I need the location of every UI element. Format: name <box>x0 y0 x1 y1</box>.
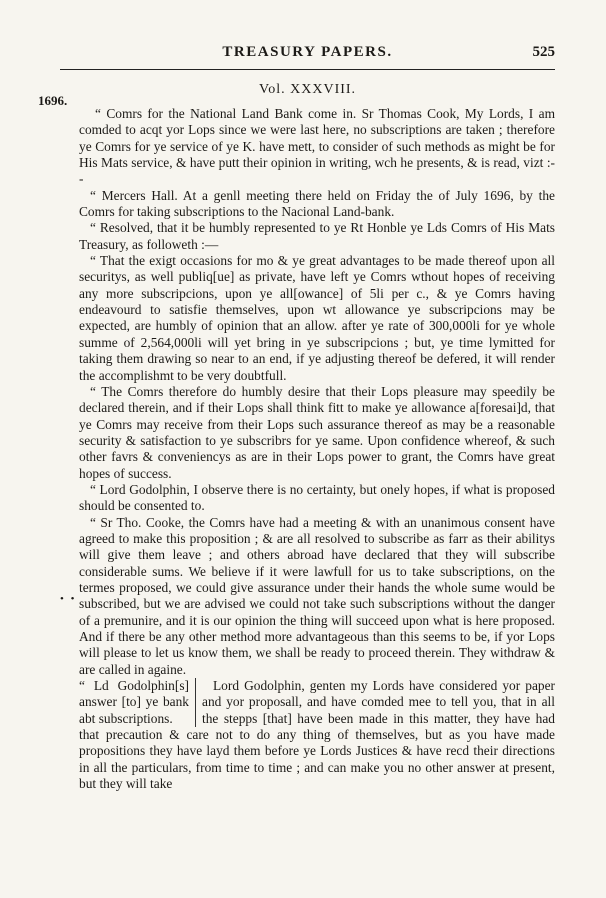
body-text <box>79 106 555 792</box>
paragraph: “ Sr Tho. Cooke, the Comrs have had a meeting & with an unanimous consent have agreed to make this proposition ; & are all resolved to subscribe as farr as their abilitys will give them leave ; and others abroad have declared that they will subscribe considerable sums. We believe if it were lawfull for us to take subscriptions, on the termes proposed, we could give assurance under their hands the whole sume would be subscribed, but we are advised we could not take such subscriptions without the danger of a premunire, and it is our opinion the thing will succeed upon what is here proposed. And if there be any other method more advantageous than this seems to be, if yor Lops will please to let us know them, we shall be ready to proceed therein. They withdraw & are called in againe. <box>79 514 555 677</box>
year-marker: 1696. <box>38 93 68 108</box>
final-paragraph <box>79 678 555 792</box>
paragraph: “ That the exigt occasions for mo & ye great advantages to be made thereof upon all securitys, as well publiq[ue] as private, have left ye Comrs wthout hopes of receiving any more subscripcions, upon ye all[owance] of 5li per c., & ye Comrs having endeavourd to satisfie themselves, upon wt allowance ye subscripcions may be expected, are humbly of opinion that an allow. after ye rate of 300,000li for ye whole summe of 2,564,000li will yet bring in ye subscripcions ; but, ye time lymitted for taking them drawing so near to an end, if ye adjusting thereof be defered, it will render the accomplishmt to be very doubtfull. <box>79 253 555 383</box>
final-paragraph-text: Lord Godolphin, genten my Lords have considered yor paper and yor proposall, and have comded mee to tell you, that in all the stepps [that] have been made in this matter, they have had that precaution & care not to do any thing of themselves, but as you have made propositions they have layd them before ye Lords Justices & have recd their directions in all the particulars, from time to time ; and can make you no other answer at present, but they will take <box>79 678 555 792</box>
margin-mark: • • <box>60 593 77 605</box>
paragraph: “ Mercers Hall. At a genll meeting there held on Friday the of July 1696, by the Comrs for taking subscriptions to the Nacional Land-bank. <box>79 187 555 220</box>
running-head <box>60 44 555 66</box>
side-note: “ Ld Godolphin[s] answer [to] ye bank abt subscriptions. <box>79 678 196 727</box>
page-number: 525 <box>532 44 555 60</box>
paragraph: “ Comrs for the National Land Bank come in. Sr Thomas Cook, My Lords, I am comded to acqt yor Lops since we were last here, no subscriptions are taken ; therefore ye Comrs for ye service of ye K. have mett, to consider of such methods as might be for His Mats service, & have putt their opinion in writing, wch he presents, & is read, vizt :- - <box>79 106 555 187</box>
header-rule <box>60 69 555 70</box>
paragraph: “ Lord Godolphin, I observe there is no certainty, but onely hopes, if what is proposed should be consented to. <box>79 481 555 514</box>
running-title: TREASURY PAPERS. <box>222 44 393 60</box>
volume-heading: Vol. XXXVIII. <box>258 82 357 97</box>
paragraph: “ Resolved, that it be humbly represented to ye Rt Honble ye Lds Comrs of His Mats Treasury, as followeth :— <box>79 220 555 252</box>
paragraph: “ The Comrs therefore do humbly desire that their Lops pleasure may speedily be declared therein, and if their Lops shall think fitt to make ye allowance a[foresai]d, that ye Comrs may receive from their Lops such assurance thereof as may be a reasonable security & satisfaction to ye subscribrs for ye same. Upon confidence whereof, & such other favrs & conveniencys as are in their Lops power to grant, the Comrs have great hopes of success. <box>79 383 555 481</box>
